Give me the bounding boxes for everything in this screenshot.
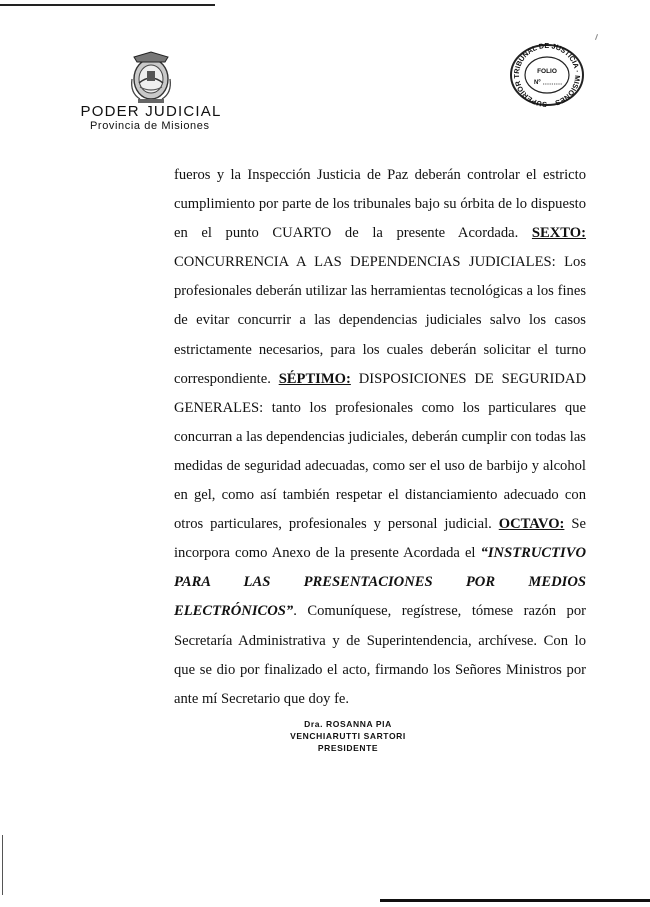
seal-folio-label: FOLIO [537,68,557,75]
seal-ring-text: SUPERIOR TRIBUNAL DE JUSTICIA · MISIONES [511,42,583,107]
signatory-surname: VENCHIARUTTI SARTORI [290,731,406,741]
court-seal-stamp [506,42,588,107]
section-heading-octavo: OCTAVO: [498,516,565,533]
body-text-segment: . Comuníquese, regístrese, tómese razón por Secretaría Administrativa y de Superintendencia, archívese. Con lo que se dio por finalizado el acto, firmando los Señores Ministros por ante mí Secretario que doy fe. [174,603,586,707]
section-heading-sexto: SEXTO: [531,225,586,242]
document-body [174,161,586,714]
signature-block [268,718,428,754]
section-heading-septimo: SÉPTIMO: [278,370,351,387]
signatory-title: PRESIDENTE [317,743,379,753]
margin-mark [595,34,598,40]
coat-of-arms-icon [128,49,174,105]
body-text-segment: DISPOSICIONES DE SEGURIDAD GENERALES: tanto los profesionales como los particulares que concurran a las dependencias judiciales, deberán cumplir con todas las medidas de seguridad adecuadas, como ser el uso de barbijo y alcohol en gel, como así también respetar el distanciamiento adecuado con otros particulares, profesionales y personal judicial. [174,370,586,533]
organization-subtitle: Provincia de Misiones [90,120,210,132]
body-text-segment: CONCURRENCIA A LAS DEPENDENCIAS JUDICIALES: Los profesionales deberán utilizar las herramientas tecnológicas a los fines de evitar concurrir a las dependencias judiciales salvo los casos estrictamente necesarios, para los cuales deberán solicitar el turno correspondiente. [174,254,586,387]
body-paragraph [174,161,586,714]
signatory-name: Dra. ROSANNA PIA [304,719,392,729]
seal-number-label: Nº [534,80,541,86]
organization-header [66,103,236,133]
annex-title: “INSTRUCTIVO PARA LAS PRESENTACIONES POR MEDIOS ELECTRÓNICOS” [174,545,586,620]
body-text-segment: fueros y la Inspección Justicia de Paz deberán controlar el estricto cumplimiento por parte de los tribunales bajo su órbita de lo dispuesto en el punto CUARTO de la presente Acordada. [174,167,586,242]
body-text-segment: Se incorpora como Anexo de la presente Acordada el [174,516,586,562]
organization-name: PODER JUDICIAL [80,103,222,120]
bottom-rule [380,899,650,902]
left-margin-rule [2,835,3,895]
top-rule [0,4,215,6]
